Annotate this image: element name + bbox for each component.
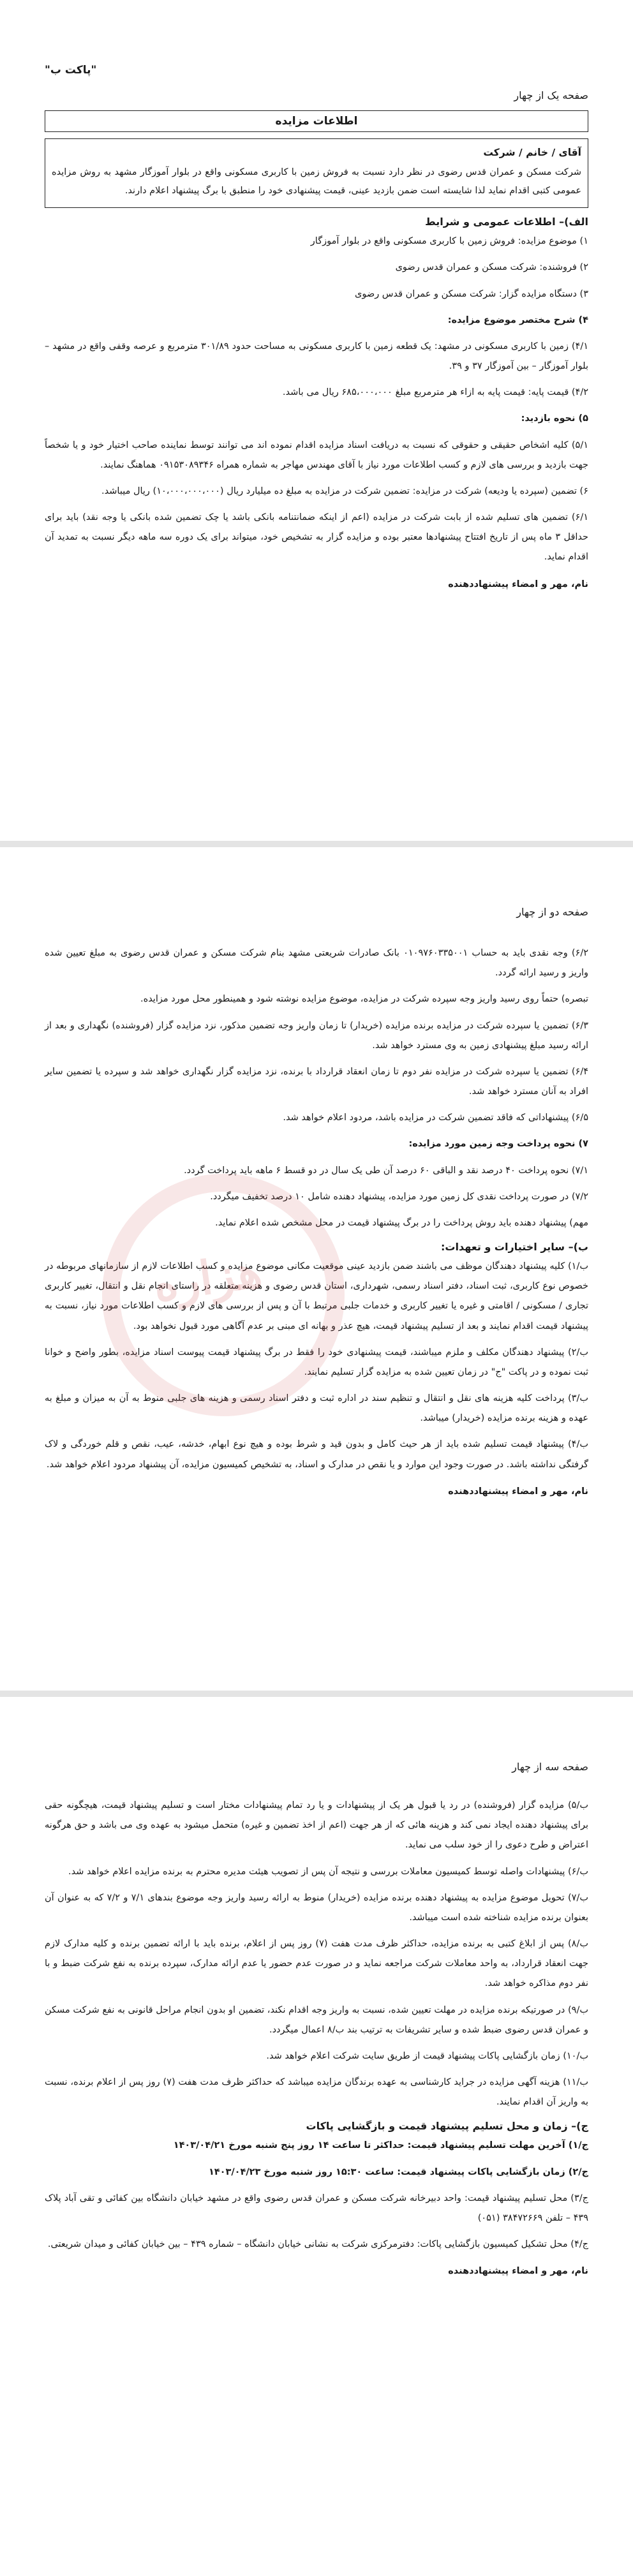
list-item: ۷) نحوه پرداخت وجه زمین مورد مزایده: [408,1139,588,1150]
signature-line: نام، مهر و امضاء پیشنهاددهنده [448,1486,588,1497]
list-item: ۳) دستگاه مزایده گزار: شرکت مسکن و عمران قدس رضوی [355,288,588,299]
list-item: ب/۳) پرداخت کلیه هزینه های نقل و انتقال و تنظیم سند در اداره ثبت و دفتر اسناد رسمی و هزینه های جلبی منوط به آن به میزان و مبلغ به عهده و هزینه برنده مزایده (خریدار) میباشد. [45,1393,588,1424]
page-three [0,1697,633,2576]
list-item: ج/۱) آخرین مهلت تسلیم پیشنهاد قیمت: حداکثر تا ساعت ۱۴ روز پنج شنبه مورخ ۱۴۰۳/۰۴/۲۱ [173,2140,588,2151]
intro-text: شرکت مسکن و عمران قدس رضوی در نظر دارد نسبت به فروش زمین با کاربری مسکونی واقع در بلوار آموزگار مشهد به روش مزایده عمومی کتبی اقدام نماید لذا شایسته است ضمن بازدید عینی، قیمت پیشنهادی خود را منطبق با برگ پیشنهاد اعلام دارند. [52,167,581,196]
signature-line: نام، مهر و امضاء پیشنهاددهنده [448,2266,588,2277]
list-item: ب/۸) پس از ابلاغ کتبی به برنده مزایده، حداکثر ظرف مدت هفت (۷) روز پس از اعلام، برنده باید با ارائه تضمین برنده و کلیه مدارک لازم جهت انعقاد قرارداد، به واحد معاملات شرکت مراجعه نماید و در صورت عدم حضور یا عدم ارائه مدارک، سپرده برنده به نفع شرکت ضبط و با نفر دوم مذاکره خواهد شد. [45,1939,588,1989]
list-item: ب/۱) کلیه پیشنهاد دهندگان موظف می باشند ضمن بازدید عینی موقعیت مکانی موضوع مزایده و کسب اطلاعات لازم از سازمانهای مربوطه در خصوص نوع کاربری، ثبت اسناد، دفتر اسناد رسمی، شهرداری، استان قدس رضوی و هزینه متعلقه در راستای انجام نقل و انتقال، تغییر کاربری تجاری / مسکونی / اقامتی و غیره یا تغییر کاربری و خدمات جلبی مرتبط با آن و پس از بررسی های لازم و کسب اطلاعات مورد نیاز، نسبت به پیشنهاد قیمت اقدام نمایند و بعد از تسلیم پیشنهاد قیمت، هیچ عذر و بهانه ای مبنی بر عدم آگاهی مورد قبول نخواهد بود. [45,1261,588,1331]
list-item: ب/۶) پیشنهادات واصله توسط کمیسیون معاملات بررسی و نتیجه آن پس از تصویب هیئت مدیره محترم به برنده مزایده اعلام خواهد شد. [68,1866,588,1877]
list-item: ۶/۳) تضمین یا سپرده شرکت در مزایده برنده مزایده (خریدار) تا زمان واریز وجه تضمین مذکور، نزد مزایده گزار (فروشنده) نگهداری و بعد از ارائه رسید مبلغ پیشنهادی زمین به وی مسترد خواهد شد. [45,1020,588,1051]
list-item: ب/۴) پیشنهاد قیمت تسلیم شده باید از هر حیث کامل و بدون قید و شرط بوده و هیچ نوع ابهام، خدشه، عیب، نقص و قلم خوردگی و لاک گرفتگی نداشته باشد. در صورت وجود این موارد و یا نقص در مدارک و اسناد، به تشخیص کمیسیون مزایده، آن پیشنهاد مردود اعلام خواهد شد. [45,1439,588,1470]
list-item: ب/۱۰) زمان بازگشایی پاکات پیشنهاد قیمت از طریق سایت شرکت اعلام خواهد شد. [266,2050,588,2061]
list-item: ۷/۱) نحوه پرداخت ۴۰ درصد نقد و الباقی ۶۰ درصد آن طی یک سال در دو قسط ۶ ماهه باید پرداخت گردد. [184,1165,588,1176]
list-item: ج/۳) محل تسلیم پیشنهاد قیمت: واحد دبیرخانه شرکت مسکن و عمران قدس رضوی واقع در مشهد خیابان دانشگاه بین کفائی و تقی آباد پلاک ۴۳۹ – تلفن ۳۸۴۷۲۶۶۹ (۰۵۱) [45,2193,588,2223]
list-item: ب/۷) تحویل موضوع مزایده به پیشنهاد دهنده برنده مزایده (خریدار) منوط به ارائه رسید واریز وجه موضوع بندهای ۷/۱ و ۷/۲ که به عنوان آن بعنوان برنده مزایده شناخته شده است میباشد. [45,1892,588,1923]
address-box [45,138,588,208]
list-item: تبصره) حتماً روی رسید واریز وجه سپرده شرکت در مزایده، موضوع مزایده نوشته شود و همینطور محل مورد مزایده. [140,994,588,1005]
list-item: ۴) شرح مختصر موضوع مزایده: [447,315,588,325]
box-title: اطلاعات مزایده [45,110,588,132]
list-item: ۴/۱) زمین با کاربری مسکونی در مشهد: یک قطعه زمین با کاربری مسکونی به مساحت حدود ۳۰۱/۸۹ مترمربع و عرصه وقفی واقع در مشهد – بلوار آموزگار – بین آموزگار ۳۷ و ۳۹. [45,341,588,372]
list-item: ب/۹) در صورتیکه برنده مزایده در مهلت تعیین شده، نسبت به واریز وجه اقدام نکند، تضمین او بدون انجام مراحل قانونی به نفع شرکت مسکن و عمران قدس رضوی ضبط شده و سایر تشریفات به ترتیب بند ب/۸ اعمال میگردد. [45,2004,588,2035]
list-item: ب/۱۱) هزینه آگهی مزایده در جراید کارشناسی به عهده برندگان مزایده میباشد که حداکثر ظرف مدت هفت (۷) روز پس از اعلام برنده، نسبت به واریز آن اقدام نمایند. [45,2077,588,2108]
page-number-label: صفحه سه از چهار [512,1761,588,1773]
section-title: الف)– اطلاعات عمومی و شرایط [425,216,588,228]
section-title: ب)– سایر اختیارات و تعهدات: [441,1241,588,1254]
section-title: ج)– زمان و محل تسلیم پیشنهاد قیمت و بازگشایی پاکات [306,2120,588,2133]
list-item: ج/۴) محل تشکیل کمیسیون بازگشایی پاکات: دفترمرکزی شرکت به نشانی خیابان دانشگاه – شماره ۴۳۹ – بین خیابان کفائی و میدان شریعتی. [47,2239,588,2250]
list-item: ۵/۱) کلیه اشخاص حقیقی و حقوقی که نسبت به دریافت اسناد مزایده اقدام نموده اند می توانند توسط نماینده صاحب اختیار خود و یا شخصاً جهت بازدید و بررسی های لازم و کسب اطلاعات مورد نیاز با آقای مهندس مهاجر به شماره همراه ۰۹۱۵۳۰۸۹۳۴۶ هماهنگ نمایند. [45,440,588,470]
list-item: ۶) تضمین (سپرده یا ودیعه) شرکت در مزایده: تضمین شرکت در مزایده به مبلغ ده میلیارد ریال (۱۰،۰۰۰،۰۰۰،۰۰۰) ریال میباشد. [101,485,588,496]
page-number-label: صفحه یک از چهار [514,89,588,101]
list-item: ج/۲) زمان بازگشایی پاکات پیشنهاد قیمت: ساعت ۱۵:۳۰ روز شنبه مورخ ۱۴۰۳/۰۴/۲۳ [208,2166,588,2177]
list-item: ب/۵) مزایده گزار (فروشنده) در رد یا قبول هر یک از پیشنهادات و یا رد تمام پیشنهادات مختار است و تسلیم پیشنهاد قیمت، هیچگونه حقی برای پیشنهاد دهنده ایجاد نمی کند و هزینه هائی که از هر جهت (اعم از اخذ تضمین و غیره) متحمل میشود به عهده وی می باشد و حق هرگونه اعتراض و طرح دعوی را از خود سلب می نماید. [45,1800,588,1851]
list-item: ۶/۴) تضمین یا سپرده شرکت در مزایده نفر دوم تا زمان انعقاد قرارداد با برنده، نزد مزایده گزار نگهداری خواهد شد و سپرده یا تضمین سایر افراد به آنان مسترد خواهد شد. [45,1066,588,1097]
page-two [0,847,633,1683]
page-separator [0,1691,633,1697]
watermark-stamp-text: هزاره [149,1243,265,1312]
page-number-label: صفحه دو از چهار [516,906,588,918]
list-item: ۴/۲) قیمت پایه: قیمت پایه به ازاء هر مترمربع مبلغ ۶۸۵،۰۰۰،۰۰۰ ریال می باشد. [282,387,588,398]
list-item: ۵) نحوه بازدید: [521,413,588,424]
salutation: آقای / خانم / شرکت [483,147,581,158]
page-separator [0,841,633,847]
list-item: ۶/۵) پیشنهاداتی که فاقد تضمین شرکت در مزایده باشد، مردود اعلام خواهد شد. [283,1113,588,1123]
list-item: ۶/۱) تضمین های تسلیم شده از بابت شرکت در مزایده (اعم از اینکه ضمانتنامه بانکی باشد یا چک تضمین شده بانکی یا وجه نقد) باید برای حداقل ۳ ماه پس از تاریخ افتتاح پیشنهادها معتبر بوده و مزایده گزار به تشخیص خود، میتواند برای یک دوره سه ماهه دیگر نسبت به تمدید آن اقدام نماید. [45,512,589,563]
list-item: ۲) فروشنده: شرکت مسکن و عمران قدس رضوی [395,262,588,273]
signature-line: نام، مهر و امضاء پیشنهاددهنده [448,579,588,589]
list-item: ۷/۲) در صورت پرداخت نقدی کل زمین مورد مزایده، پیشنهاد دهنده شامل ۱۰ درصد تخفیف میگردد. [210,1191,588,1202]
list-item: ب/۲) پیشنهاد دهندگان مکلف و ملزم میباشند، قیمت پیشنهادی خود را فقط در برگ پیشنهاد قیمت پیوست اسناد مزایده، بطور واضح و خوانا ثبت نموده و در پاکت "ج" در زمان تعیین شده به مزایده گزار تسلیم نمایند. [45,1347,588,1377]
packet-label: "پاکت ب" [45,64,97,77]
list-item: ۶/۲) وجه نقدی باید به حساب ۰۱۰۹۷۶۰۳۳۵۰۰۱ بانک صادرات شریعتی مشهد بنام شرکت مسکن و عمران قدس رضوی به مبلغ تعیین شده واریز و رسید ارائه گردد. [45,948,588,979]
page-one [0,0,633,836]
list-item: مهم) پیشنهاد دهنده باید روش پرداخت را در برگ پیشنهاد قیمت در محل مشخص شده اعلام نماید. [215,1217,588,1228]
list-item: ۱) موضوع مزایده: فروش زمین با کاربری مسکونی واقع در بلوار آموزگار [310,236,588,247]
